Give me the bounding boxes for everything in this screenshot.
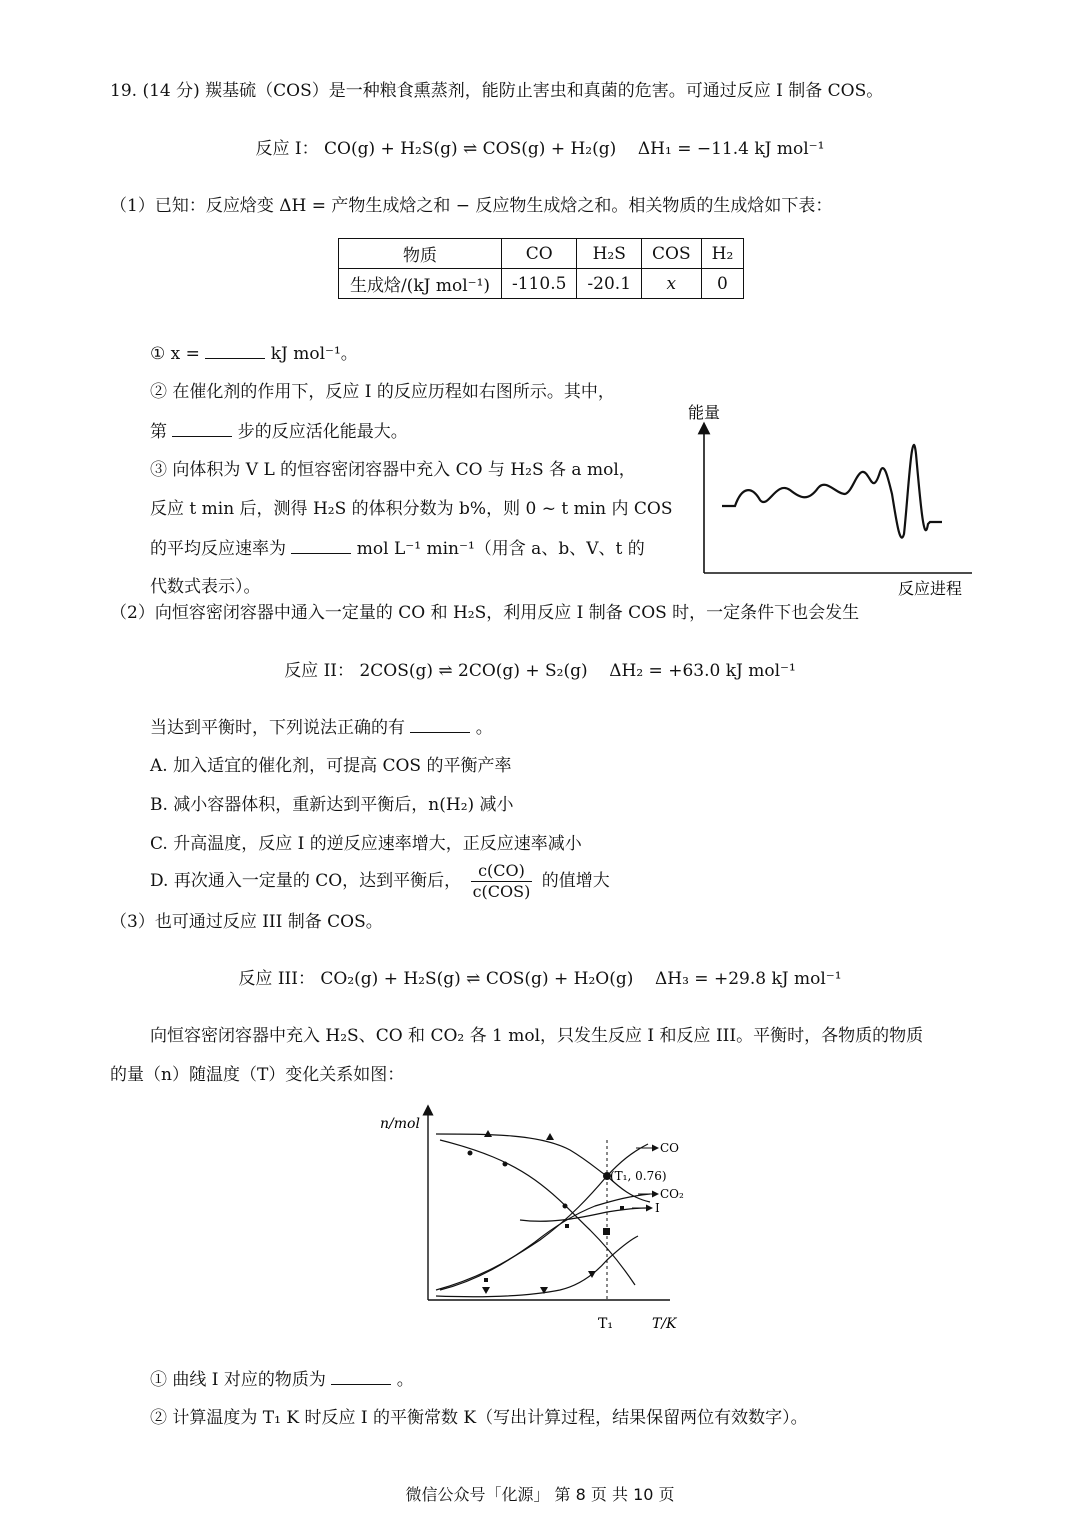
equilibrium-chart (370, 1100, 710, 1335)
series-label-i: I (655, 1201, 660, 1215)
table-row (339, 269, 744, 299)
part-1-q2-line2 (150, 420, 408, 443)
marker-dot (468, 1151, 473, 1156)
table-cell: -20.1 (577, 269, 642, 299)
ratio-denominator: c(COS) (472, 882, 531, 901)
point-annotation: (T₁, 0.76) (610, 1169, 667, 1183)
part-2-question (150, 716, 493, 739)
reaction-2 (0, 660, 1080, 682)
part-3-text-line2: 的量（n）随温度（T）变化关系如图： (110, 1065, 405, 1085)
intersection-point-lower (603, 1228, 610, 1235)
reaction-2-equation: 2COS(g) ⇌ 2CO(g) + S₂(g) (359, 661, 588, 681)
option-d-text-end: 的值增大 (541, 871, 610, 891)
enthalpy-table (338, 238, 744, 299)
reaction-1-label: 反应 I： (255, 139, 319, 159)
marker-square (484, 1278, 488, 1282)
page-footer: 微信公众号「化源」 第 8 页 共 10 页 (405, 1485, 675, 1504)
option-a: A. 加入适宜的催化剂，可提高 COS 的平衡产率 (150, 756, 512, 776)
marker-triangle (484, 1130, 492, 1137)
reaction-1-equation: CO(g) + H₂S(g) ⇌ COS(g) + H₂(g) (324, 139, 617, 159)
part-1-q3-line1: ③ 向体积为 V L 的恒容密闭容器中充入 CO 与 H₂S 各 a mol， (150, 460, 636, 480)
part-1-q3-line2: 反应 t min 后，测得 H₂S 的体积分数为 b%，则 0 ~ t min 内 COS (150, 499, 673, 519)
reaction-3 (0, 968, 1080, 990)
marker-dot (503, 1162, 508, 1167)
reaction-1-enthalpy: ΔH₁ = −11.4 kJ mol⁻¹ (637, 139, 825, 159)
progress-axis-label: 反应进程 (898, 579, 963, 598)
part-1-q2-line1: ② 在催化剂的作用下，反应 I 的反应历程如右图所示。其中， (150, 382, 615, 402)
series-label-co2: CO₂ (660, 1187, 684, 1201)
concentration-ratio (471, 861, 533, 902)
p2-text: 当达到平衡时，下列说法正确的有 (150, 718, 411, 738)
curve-co2 (440, 1194, 650, 1290)
energy-profile-chart (680, 398, 980, 603)
marker-square (620, 1206, 624, 1210)
table-cell: -110.5 (502, 269, 577, 299)
p3-q1-text: ① 曲线 I 对应的物质为 (150, 1370, 332, 1390)
answer-blank (172, 420, 232, 437)
option-d (150, 860, 610, 902)
table-cell: COS (642, 239, 702, 269)
part-1-q1 (150, 342, 358, 365)
reaction-2-enthalpy: ΔH₂ = +63.0 kJ mol⁻¹ (609, 661, 796, 681)
q3-text: 的平均反应速率为 (150, 539, 292, 559)
n-axis-label: n/mol (380, 1116, 420, 1132)
curve-i (520, 1208, 646, 1221)
table-cell: H₂S (577, 239, 642, 269)
reaction-3-enthalpy: ΔH₃ = +29.8 kJ mol⁻¹ (654, 969, 842, 989)
table-header-row (339, 239, 744, 269)
table-cell: x (642, 269, 702, 299)
q1-unit: kJ mol⁻¹。 (265, 344, 358, 364)
curve-decreasing-triangles (436, 1134, 650, 1202)
curve-co (436, 1144, 648, 1290)
energy-axis-label: 能量 (688, 403, 721, 422)
reaction-3-label: 反应 III： (238, 969, 315, 989)
marker-triangle (546, 1133, 554, 1140)
part-1-q3-line4: 代数式表示）。 (150, 577, 261, 597)
part-1-q3-line3 (150, 537, 645, 560)
question-19-header: 19. (14 分) 羰基硫（COS）是一种粮食熏蒸剂，能防止害虫和真菌的危害。可通过反应 I 制备 COS。 (110, 81, 884, 101)
option-d-text: D. 再次通入一定量的 CO，达到平衡后， (150, 871, 462, 891)
table-cell: 生成焓/(kJ mol⁻¹) (339, 269, 502, 299)
part-1-intro: （1）已知：反应焓变 ΔH = 产物生成焓之和 − 反应物生成焓之和。相关物质的生成焓如下表： (110, 196, 833, 216)
option-b: B. 减小容器体积，重新达到平衡后，n(H₂) 减小 (150, 795, 514, 815)
table-cell: 物质 (339, 239, 502, 269)
marker-dot (563, 1204, 568, 1209)
part-2-intro: （2）向恒容密闭容器中通入一定量的 CO 和 H₂S，利用反应 I 制备 COS 时，一定条件下也会发生 (110, 603, 860, 623)
option-c: C. 升高温度，反应 I 的逆反应速率增大，正反应速率减小 (150, 834, 582, 854)
reaction-energy-curve (722, 445, 942, 538)
marker-inverted-triangle (482, 1287, 490, 1294)
q2-text-end: 步的反应活化能最大。 (232, 422, 408, 442)
table-cell: H₂ (701, 239, 744, 269)
part-3-q2: ② 计算温度为 T₁ K 时反应 I 的平衡常数 K（写出计算过程，结果保留两位有效数字）。 (150, 1408, 808, 1428)
reaction-2-label: 反应 II： (284, 661, 355, 681)
q3-text-end: mol L⁻¹ min⁻¹（用含 a、b、V、t 的 (351, 539, 645, 559)
part-3-q1 (150, 1368, 414, 1391)
p3-q1-text-end: 。 (391, 1370, 414, 1390)
q2-text: 第 (150, 422, 173, 442)
table-cell: CO (502, 239, 577, 269)
curve-low-inverted-triangles (436, 1236, 638, 1297)
marker-square (565, 1224, 569, 1228)
answer-blank (410, 716, 470, 733)
ratio-numerator: c(CO) (471, 861, 533, 882)
part-3-text-line1: 向恒容密闭容器中充入 H₂S、CO 和 CO₂ 各 1 mol，只发生反应 I 和反应 III。平衡时，各物质的物质 (150, 1026, 924, 1046)
p2-text-end: 。 (470, 718, 493, 738)
reaction-3-equation: CO₂(g) + H₂S(g) ⇌ COS(g) + H₂O(g) (320, 969, 634, 989)
table-cell: 0 (701, 269, 744, 299)
answer-blank (291, 537, 351, 554)
t-axis-label: T/K (652, 1316, 677, 1332)
reaction-1 (0, 138, 1080, 160)
part-3-intro: （3）也可通过反应 III 制备 COS。 (110, 912, 383, 932)
answer-blank (205, 342, 265, 359)
t1-tick-label: T₁ (598, 1316, 613, 1332)
q1-text: ① x = (150, 344, 206, 364)
series-label-co: CO (660, 1141, 680, 1155)
answer-blank (331, 1368, 391, 1385)
